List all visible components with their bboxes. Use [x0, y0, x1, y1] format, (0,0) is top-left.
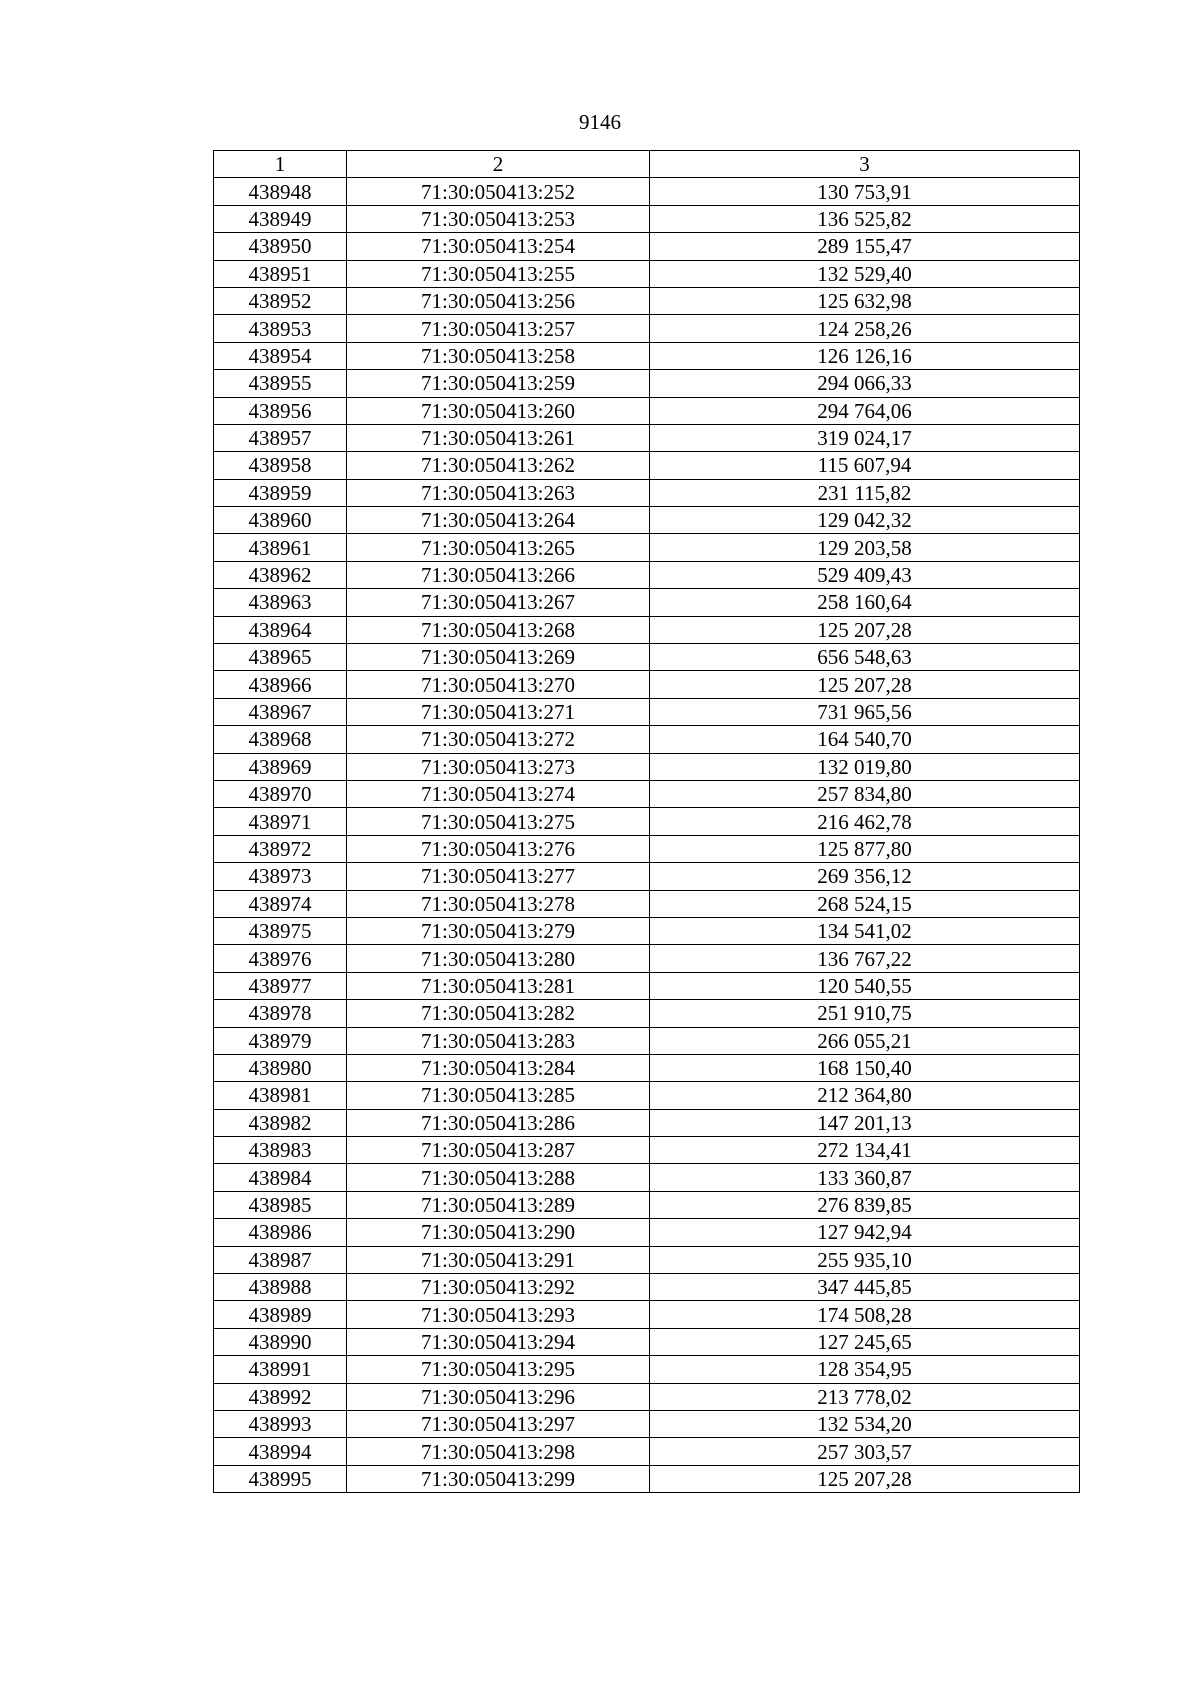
row-number-cell: 438965: [214, 644, 347, 671]
table-row: [214, 1191, 1080, 1218]
value-cell: 294 764,06: [650, 397, 1080, 424]
row-number-cell: 438992: [214, 1383, 347, 1410]
table-row: [214, 1438, 1080, 1465]
row-number-cell: 438958: [214, 452, 347, 479]
table-row: [214, 1301, 1080, 1328]
cadastral-number-cell: 71:30:050413:274: [347, 780, 650, 807]
table-row: [214, 890, 1080, 917]
table-body: [214, 178, 1080, 1493]
row-number-cell: 438962: [214, 561, 347, 588]
row-number-cell: 438988: [214, 1274, 347, 1301]
cadastral-number-cell: 71:30:050413:283: [347, 1027, 650, 1054]
row-number-cell: 438989: [214, 1301, 347, 1328]
value-cell: 319 024,17: [650, 424, 1080, 451]
value-cell: 125 632,98: [650, 287, 1080, 314]
table-row: [214, 342, 1080, 369]
value-cell: 126 126,16: [650, 342, 1080, 369]
row-number-cell: 438987: [214, 1246, 347, 1273]
cadastral-number-cell: 71:30:050413:270: [347, 671, 650, 698]
row-number-cell: 438990: [214, 1328, 347, 1355]
value-cell: 120 540,55: [650, 972, 1080, 999]
table-row: [214, 917, 1080, 944]
value-cell: 266 055,21: [650, 1027, 1080, 1054]
value-cell: 529 409,43: [650, 561, 1080, 588]
value-cell: 127 245,65: [650, 1328, 1080, 1355]
cadastral-number-cell: 71:30:050413:291: [347, 1246, 650, 1273]
cadastral-number-cell: 71:30:050413:290: [347, 1219, 650, 1246]
table-row: [214, 1465, 1080, 1492]
cadastral-number-cell: 71:30:050413:272: [347, 726, 650, 753]
cadastral-number-cell: 71:30:050413:285: [347, 1082, 650, 1109]
value-cell: 257 303,57: [650, 1438, 1080, 1465]
value-cell: 125 207,28: [650, 616, 1080, 643]
table-row: [214, 698, 1080, 725]
value-cell: 272 134,41: [650, 1137, 1080, 1164]
cadastral-number-cell: 71:30:050413:296: [347, 1383, 650, 1410]
row-number-cell: 438950: [214, 233, 347, 260]
cadastral-number-cell: 71:30:050413:281: [347, 972, 650, 999]
value-cell: 115 607,94: [650, 452, 1080, 479]
table-row: [214, 1410, 1080, 1437]
cadastral-number-cell: 71:30:050413:259: [347, 370, 650, 397]
table-row: [214, 1274, 1080, 1301]
value-cell: 130 753,91: [650, 178, 1080, 205]
cadastral-number-cell: 71:30:050413:286: [347, 1109, 650, 1136]
cadastral-number-cell: 71:30:050413:297: [347, 1410, 650, 1437]
row-number-cell: 438991: [214, 1356, 347, 1383]
row-number-cell: 438978: [214, 1000, 347, 1027]
row-number-cell: 438949: [214, 205, 347, 232]
row-number-cell: 438981: [214, 1082, 347, 1109]
cadastral-number-cell: 71:30:050413:275: [347, 808, 650, 835]
cadastral-number-cell: 71:30:050413:252: [347, 178, 650, 205]
value-cell: 136 525,82: [650, 205, 1080, 232]
table-row: [214, 534, 1080, 561]
table-row: [214, 616, 1080, 643]
table-row: [214, 1054, 1080, 1081]
value-cell: 125 877,80: [650, 835, 1080, 862]
value-cell: 128 354,95: [650, 1356, 1080, 1383]
table-row: [214, 726, 1080, 753]
cadastral-number-cell: 71:30:050413:295: [347, 1356, 650, 1383]
row-number-cell: 438951: [214, 260, 347, 287]
table-row: [214, 315, 1080, 342]
table-row: [214, 972, 1080, 999]
row-number-cell: 438976: [214, 945, 347, 972]
cadastral-number-cell: 71:30:050413:266: [347, 561, 650, 588]
cadastral-number-cell: 71:30:050413:262: [347, 452, 650, 479]
row-number-cell: 438963: [214, 589, 347, 616]
cadastral-number-cell: 71:30:050413:294: [347, 1328, 650, 1355]
cadastral-number-cell: 71:30:050413:280: [347, 945, 650, 972]
cadastral-number-cell: 71:30:050413:279: [347, 917, 650, 944]
row-number-cell: 438961: [214, 534, 347, 561]
value-cell: 216 462,78: [650, 808, 1080, 835]
page-number: 9146: [579, 110, 621, 134]
cadastral-number-cell: 71:30:050413:278: [347, 890, 650, 917]
cadastral-number-cell: 71:30:050413:263: [347, 479, 650, 506]
row-number-cell: 438952: [214, 287, 347, 314]
value-cell: 174 508,28: [650, 1301, 1080, 1328]
cadastral-number-cell: 71:30:050413:288: [347, 1164, 650, 1191]
row-number-cell: 438964: [214, 616, 347, 643]
table-row: [214, 945, 1080, 972]
table-row: [214, 1383, 1080, 1410]
value-cell: 136 767,22: [650, 945, 1080, 972]
row-number-cell: 438984: [214, 1164, 347, 1191]
row-number-cell: 438957: [214, 424, 347, 451]
table-row: [214, 561, 1080, 588]
cadastral-number-cell: 71:30:050413:298: [347, 1438, 650, 1465]
row-number-cell: 438975: [214, 917, 347, 944]
table-row: [214, 424, 1080, 451]
value-cell: 731 965,56: [650, 698, 1080, 725]
row-number-cell: 438979: [214, 1027, 347, 1054]
row-number-cell: 438983: [214, 1137, 347, 1164]
value-cell: 133 360,87: [650, 1164, 1080, 1191]
row-number-cell: 438960: [214, 507, 347, 534]
value-cell: 289 155,47: [650, 233, 1080, 260]
value-cell: 276 839,85: [650, 1191, 1080, 1218]
table-header-row: [214, 151, 1080, 178]
row-number-cell: 438956: [214, 397, 347, 424]
cadastral-number-cell: 71:30:050413:299: [347, 1465, 650, 1492]
table-row: [214, 1082, 1080, 1109]
table-row: [214, 589, 1080, 616]
table-row: [214, 1356, 1080, 1383]
column-header-3: 3: [650, 151, 1080, 178]
table-row: [214, 1137, 1080, 1164]
value-cell: 269 356,12: [650, 863, 1080, 890]
cadastral-number-cell: 71:30:050413:271: [347, 698, 650, 725]
table-row: [214, 753, 1080, 780]
row-number-cell: 438954: [214, 342, 347, 369]
cadastral-number-cell: 71:30:050413:276: [347, 835, 650, 862]
value-cell: 134 541,02: [650, 917, 1080, 944]
table-row: [214, 863, 1080, 890]
table-row: [214, 260, 1080, 287]
row-number-cell: 438977: [214, 972, 347, 999]
table-row: [214, 780, 1080, 807]
table-row: [214, 671, 1080, 698]
cadastral-number-cell: 71:30:050413:277: [347, 863, 650, 890]
row-number-cell: 438969: [214, 753, 347, 780]
cadastral-number-cell: 71:30:050413:258: [347, 342, 650, 369]
row-number-cell: 438970: [214, 780, 347, 807]
value-cell: 213 778,02: [650, 1383, 1080, 1410]
table-row: [214, 287, 1080, 314]
value-cell: 347 445,85: [650, 1274, 1080, 1301]
cadastral-number-cell: 71:30:050413:257: [347, 315, 650, 342]
cadastral-number-cell: 71:30:050413:253: [347, 205, 650, 232]
cadastral-number-cell: 71:30:050413:256: [347, 287, 650, 314]
value-cell: 255 935,10: [650, 1246, 1080, 1273]
table-row: [214, 233, 1080, 260]
row-number-cell: 438972: [214, 835, 347, 862]
data-table: [213, 150, 1080, 1493]
row-number-cell: 438995: [214, 1465, 347, 1492]
table-row: [214, 205, 1080, 232]
value-cell: 125 207,28: [650, 1465, 1080, 1492]
cadastral-number-cell: 71:30:050413:287: [347, 1137, 650, 1164]
value-cell: 268 524,15: [650, 890, 1080, 917]
cadastral-number-cell: 71:30:050413:284: [347, 1054, 650, 1081]
table-row: [214, 1246, 1080, 1273]
table-row: [214, 808, 1080, 835]
value-cell: 124 258,26: [650, 315, 1080, 342]
value-cell: 231 115,82: [650, 479, 1080, 506]
column-header-2: 2: [347, 151, 650, 178]
value-cell: 251 910,75: [650, 1000, 1080, 1027]
value-cell: 132 529,40: [650, 260, 1080, 287]
table-row: [214, 1027, 1080, 1054]
value-cell: 132 534,20: [650, 1410, 1080, 1437]
cadastral-number-cell: 71:30:050413:292: [347, 1274, 650, 1301]
table-row: [214, 479, 1080, 506]
value-cell: 147 201,13: [650, 1109, 1080, 1136]
cadastral-number-cell: 71:30:050413:282: [347, 1000, 650, 1027]
row-number-cell: 438953: [214, 315, 347, 342]
row-number-cell: 438994: [214, 1438, 347, 1465]
row-number-cell: 438968: [214, 726, 347, 753]
row-number-cell: 438967: [214, 698, 347, 725]
row-number-cell: 438993: [214, 1410, 347, 1437]
row-number-cell: 438973: [214, 863, 347, 890]
value-cell: 129 203,58: [650, 534, 1080, 561]
table-row: [214, 370, 1080, 397]
row-number-cell: 438966: [214, 671, 347, 698]
cadastral-number-cell: 71:30:050413:268: [347, 616, 650, 643]
value-cell: 164 540,70: [650, 726, 1080, 753]
value-cell: 656 548,63: [650, 644, 1080, 671]
table-row: [214, 452, 1080, 479]
value-cell: 132 019,80: [650, 753, 1080, 780]
table-row: [214, 397, 1080, 424]
table-row: [214, 1000, 1080, 1027]
table-row: [214, 1109, 1080, 1136]
value-cell: 212 364,80: [650, 1082, 1080, 1109]
value-cell: 127 942,94: [650, 1219, 1080, 1246]
cadastral-number-cell: 71:30:050413:269: [347, 644, 650, 671]
row-number-cell: 438986: [214, 1219, 347, 1246]
table-row: [214, 644, 1080, 671]
table-row: [214, 835, 1080, 862]
value-cell: 257 834,80: [650, 780, 1080, 807]
table-row: [214, 507, 1080, 534]
value-cell: 125 207,28: [650, 671, 1080, 698]
row-number-cell: 438982: [214, 1109, 347, 1136]
cadastral-number-cell: 71:30:050413:264: [347, 507, 650, 534]
row-number-cell: 438985: [214, 1191, 347, 1218]
row-number-cell: 438955: [214, 370, 347, 397]
row-number-cell: 438974: [214, 890, 347, 917]
row-number-cell: 438980: [214, 1054, 347, 1081]
row-number-cell: 438971: [214, 808, 347, 835]
cadastral-number-cell: 71:30:050413:293: [347, 1301, 650, 1328]
cadastral-number-cell: 71:30:050413:261: [347, 424, 650, 451]
row-number-cell: 438948: [214, 178, 347, 205]
cadastral-number-cell: 71:30:050413:255: [347, 260, 650, 287]
cadastral-number-cell: 71:30:050413:260: [347, 397, 650, 424]
table-row: [214, 1164, 1080, 1191]
value-cell: 168 150,40: [650, 1054, 1080, 1081]
column-header-1: 1: [214, 151, 347, 178]
value-cell: 129 042,32: [650, 507, 1080, 534]
cadastral-number-cell: 71:30:050413:273: [347, 753, 650, 780]
value-cell: 294 066,33: [650, 370, 1080, 397]
table-row: [214, 1219, 1080, 1246]
cadastral-number-cell: 71:30:050413:265: [347, 534, 650, 561]
table-row: [214, 178, 1080, 205]
value-cell: 258 160,64: [650, 589, 1080, 616]
table-row: [214, 1328, 1080, 1355]
cadastral-number-cell: 71:30:050413:289: [347, 1191, 650, 1218]
cadastral-number-cell: 71:30:050413:254: [347, 233, 650, 260]
cadastral-number-cell: 71:30:050413:267: [347, 589, 650, 616]
row-number-cell: 438959: [214, 479, 347, 506]
